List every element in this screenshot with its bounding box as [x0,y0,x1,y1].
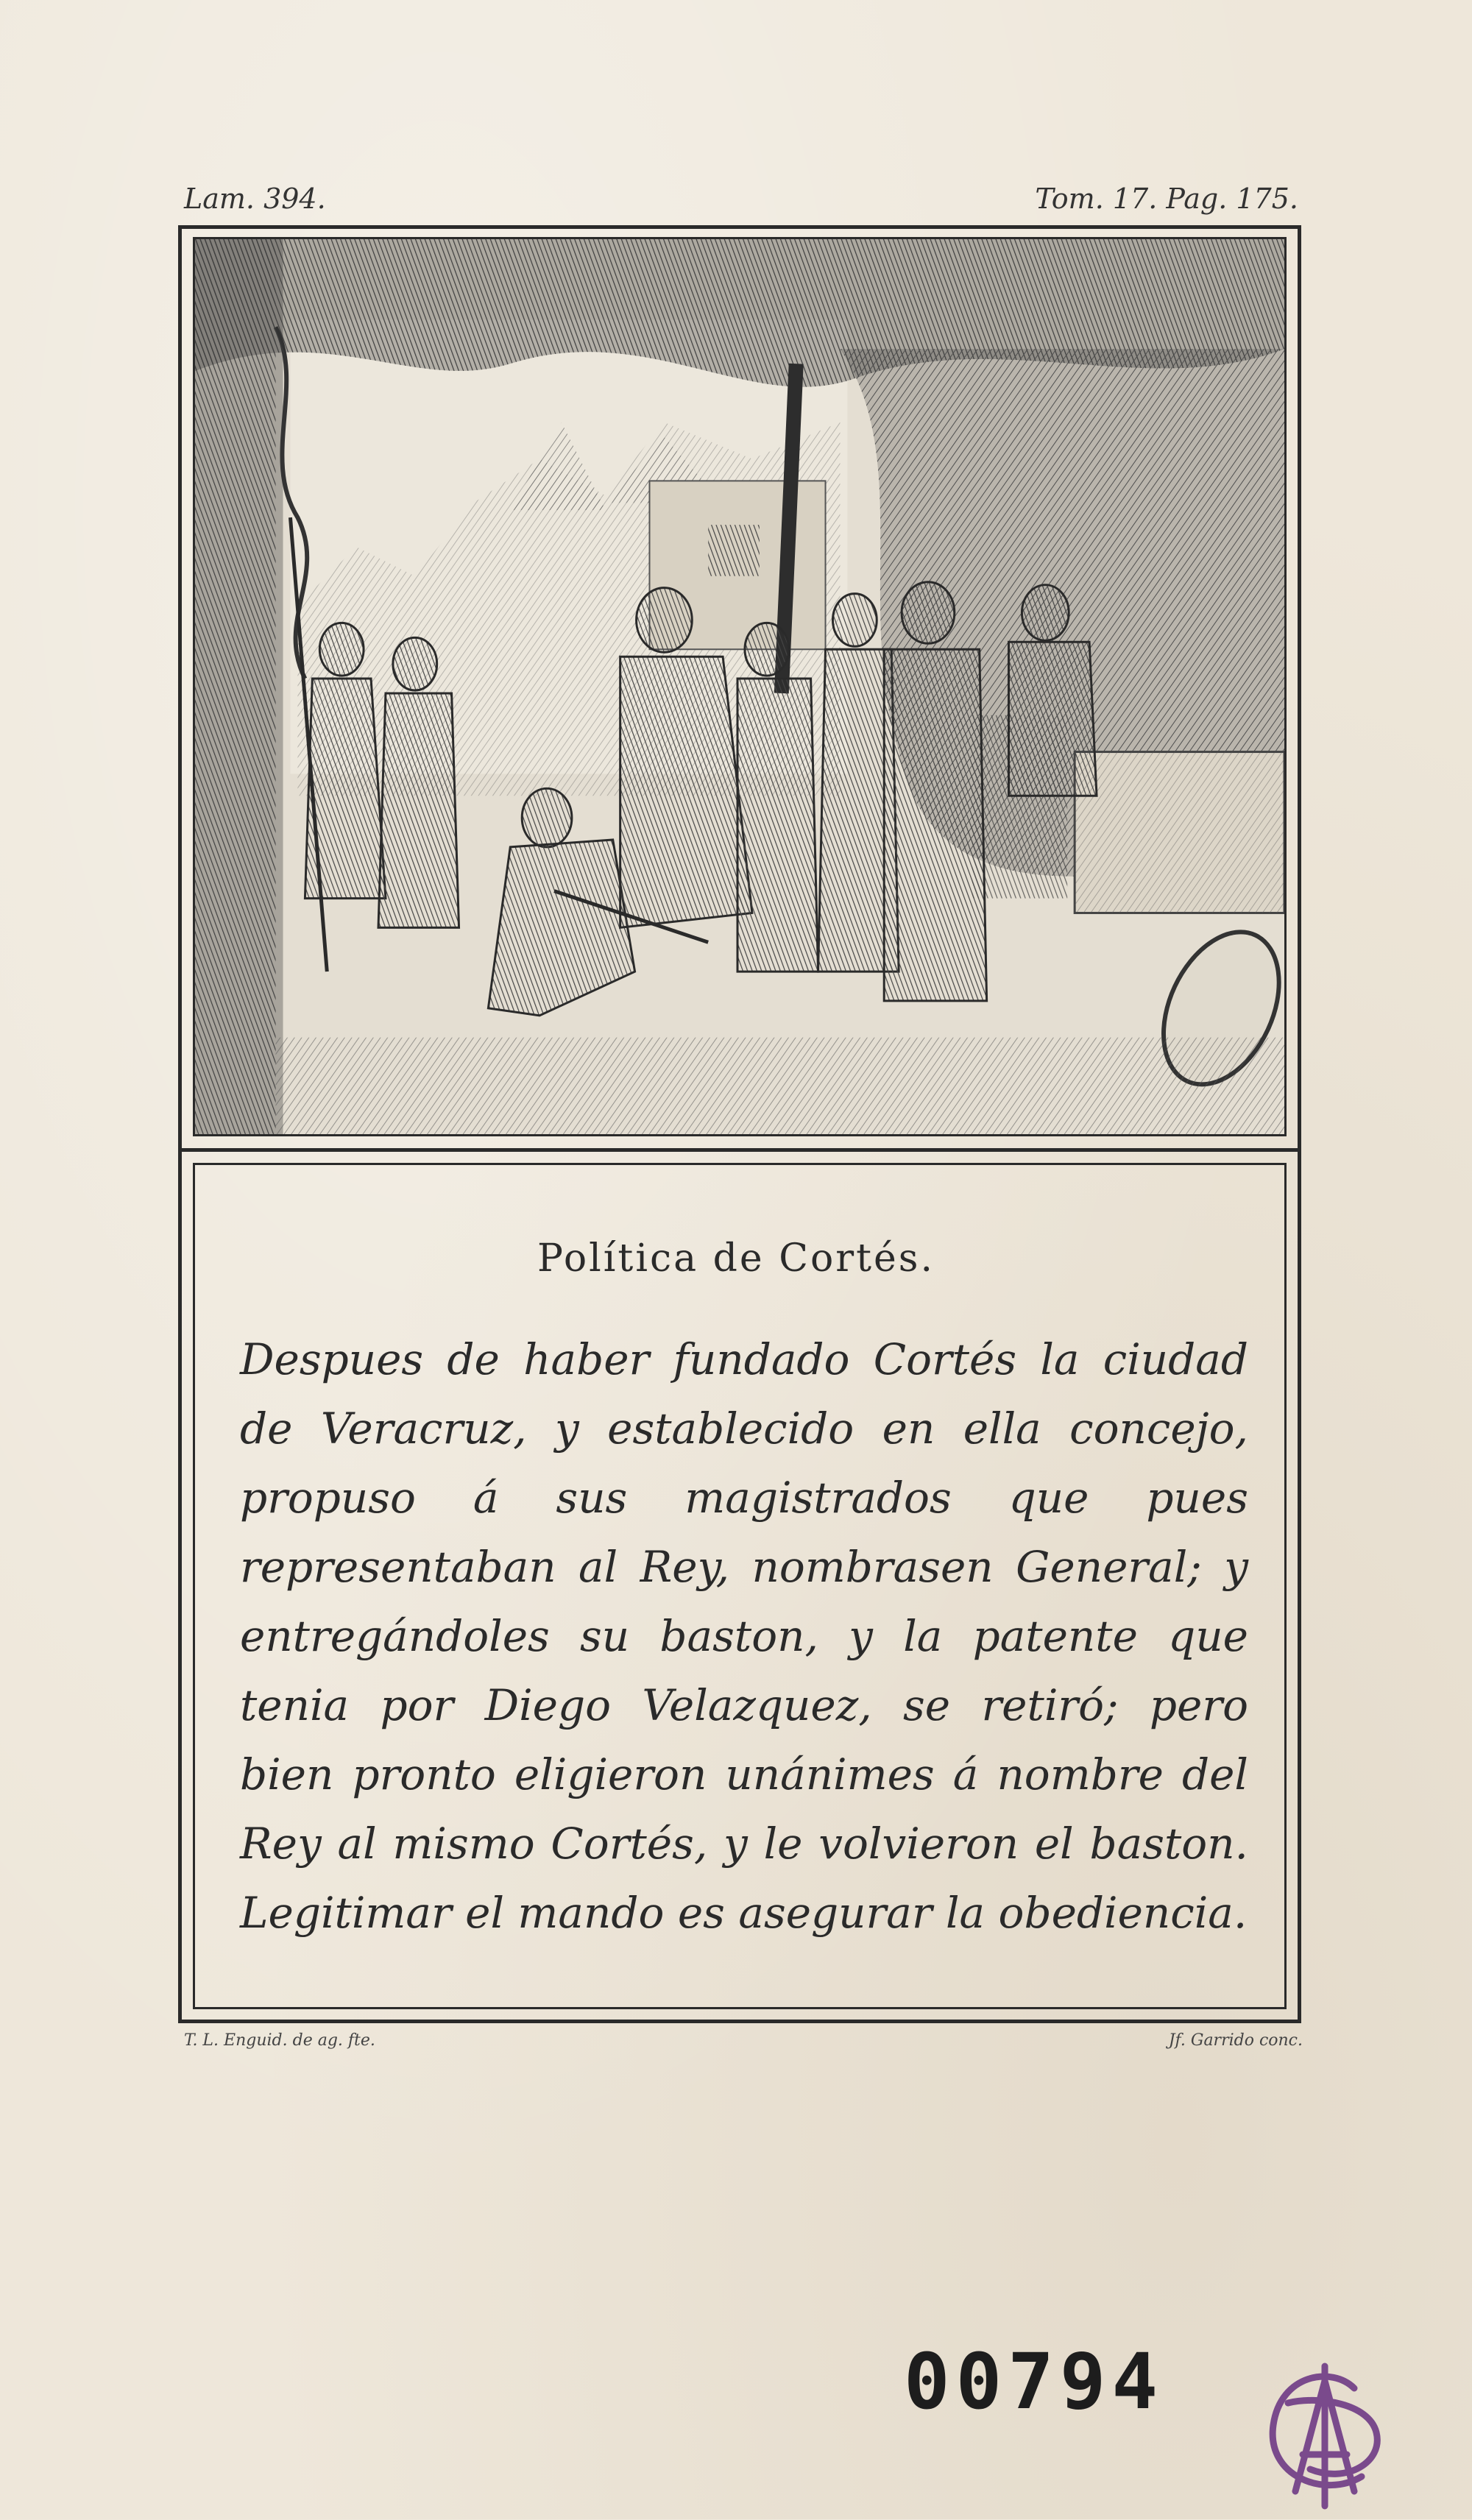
volume-page-label: Tom. 17. Pag. 175. [1035,183,1298,215]
caption-title: Política de Cortés. [537,1236,935,1281]
inventory-number: 00794 [904,2337,1164,2427]
engraving-scene [195,239,1284,1134]
designer-credit: Jf. Garrido conc. [1168,2031,1303,2050]
caption-text: Despues de haber fundado Cortés la ciudad de Veracruz, y establecido en ella concejo, propuso á sus magistrados que pues representaban al Rey, nombrasen General; y entregándoles su baston, y la patente que tenia por Diego Velazquez, se retiró; pero bien pronto eligieron unánimes á nombre del Rey al mismo Cortés, y le volvieron el baston. Legitimar el mando es asegurar la obediencia. [240,1334,1248,1938]
divider-line [178,1148,1301,1152]
engraver-credit: T. L. Enguid. de ag. fte. [184,2031,375,2050]
plate-label: Lam. 394. [184,183,326,215]
engraving-illustration [193,237,1287,1136]
monogram-stamp-icon [1244,2351,1406,2517]
